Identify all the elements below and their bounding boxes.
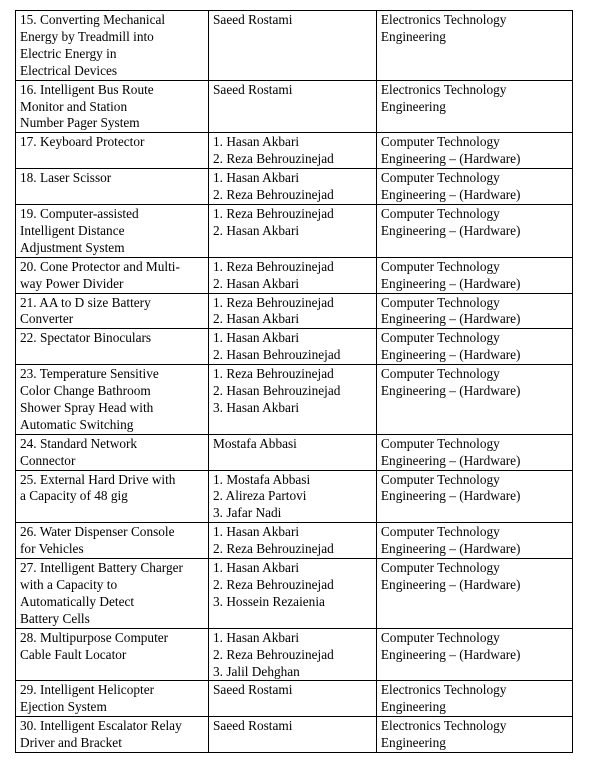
supervisor-name: 3. Hossein Rezaienia	[213, 593, 325, 609]
table-row	[16, 365, 573, 435]
supervisor-name: 2. Reza Behrouzinejad	[213, 541, 334, 557]
project-title-cell	[16, 11, 209, 81]
department-cell	[376, 365, 572, 435]
department-cell	[376, 559, 572, 629]
projects-table-body	[16, 11, 573, 753]
table-row	[16, 329, 573, 365]
supervisor-name: 1. Hasan Akbari	[213, 560, 300, 576]
department-cell	[376, 293, 572, 329]
department-line: Electronics Technology	[380, 718, 507, 734]
supervisor-name: 2. Hasan Akbari	[213, 222, 300, 238]
supervisors-cell	[209, 523, 377, 559]
department-line: Electronics Technology	[380, 682, 507, 698]
department-cell	[376, 329, 572, 365]
supervisors-cell	[209, 559, 377, 629]
supervisors-cell	[209, 434, 377, 470]
project-title-line: 29. Intelligent Helicopter	[20, 682, 155, 698]
supervisor-name: 2. Alireza Partovi	[213, 488, 307, 504]
supervisor-name: 2. Reza Behrouzinejad	[213, 187, 334, 203]
projects-table	[15, 10, 573, 753]
supervisor-name: 1. Hasan Akbari	[213, 170, 300, 186]
table-row	[16, 717, 573, 753]
blank-line	[20, 664, 204, 681]
supervisor-name: 1. Hasan Akbari	[213, 330, 300, 346]
project-title-line: 16. Intelligent Bus Route	[20, 81, 154, 97]
supervisor-name: 3. Jalil Dehghan	[213, 663, 300, 679]
supervisor-name: 3. Hasan Akbari	[213, 399, 300, 415]
project-title-line: 30. Intelligent Escalator Relay	[20, 718, 182, 734]
department-line: Engineering	[380, 699, 446, 715]
project-title-line: 22. Spectator Binoculars	[20, 330, 152, 346]
project-title-cell	[16, 717, 209, 753]
table-row	[16, 470, 573, 523]
department-line: Engineering	[380, 98, 446, 114]
department-cell	[376, 717, 572, 753]
supervisor-name: 2. Hasan Behrouzinejad	[213, 383, 341, 399]
project-title-line: Shower Spray Head with	[20, 399, 154, 415]
department-cell	[376, 523, 572, 559]
supervisors-cell	[209, 628, 377, 681]
table-row	[16, 204, 573, 257]
department-line: Engineering – (Hardware)	[380, 541, 521, 557]
table-row	[16, 169, 573, 205]
table-row	[16, 293, 573, 329]
department-line: Computer Technology	[380, 629, 500, 645]
department-line: Engineering	[380, 735, 446, 751]
project-title-line: Cable Fault Locator	[20, 646, 127, 662]
supervisor-name: 1. Mostafa Abbasi	[213, 471, 311, 487]
department-cell	[376, 133, 572, 169]
supervisors-cell	[209, 717, 377, 753]
project-title-line: Connector	[20, 452, 76, 468]
table-row	[16, 133, 573, 169]
department-cell	[376, 204, 572, 257]
project-title-line: Color Change Bathroom	[20, 383, 151, 399]
department-line: Engineering – (Hardware)	[380, 646, 521, 662]
project-title-line: 28. Multipurpose Computer	[20, 629, 169, 645]
project-title-line: Automatically Detect	[20, 593, 135, 609]
table-row	[16, 11, 573, 81]
project-title-line: 23. Temperature Sensitive	[20, 366, 159, 382]
project-title-line: 24. Standard Network	[20, 435, 138, 451]
supervisor-name: 1. Reza Behrouzinejad	[213, 205, 334, 221]
department-line: Electronics Technology	[380, 12, 507, 27]
table-row	[16, 523, 573, 559]
project-title-line: for Vehicles	[20, 541, 84, 557]
department-line: Engineering – (Hardware)	[380, 488, 521, 504]
project-title-line: way Power Divider	[20, 275, 124, 291]
supervisor-name: 2. Reza Behrouzinejad	[213, 577, 334, 592]
supervisor-name: Saeed Rostami	[213, 12, 293, 27]
project-title-line: Number Pager System	[20, 115, 140, 131]
department-line: Computer Technology	[380, 170, 500, 186]
project-title-line: Battery Cells	[20, 610, 90, 626]
department-line: Computer Technology	[380, 294, 500, 310]
project-title-line: Intelligent Distance	[20, 222, 125, 238]
department-line: Engineering – (Hardware)	[380, 577, 521, 592]
department-cell	[376, 681, 572, 717]
supervisor-name: 2. Hasan Akbari	[213, 275, 300, 291]
project-title-line: a Capacity of 48 gig	[20, 488, 128, 504]
supervisors-cell	[209, 470, 377, 523]
supervisor-name: Saeed Rostami	[213, 718, 293, 734]
project-title-line: 15. Converting Mechanical	[20, 12, 166, 27]
project-title-line: Electrical Devices	[20, 62, 118, 78]
supervisors-cell	[209, 293, 377, 329]
project-title-line: 25. External Hard Drive with	[20, 471, 176, 487]
department-cell	[376, 80, 572, 133]
supervisor-name: 2. Reza Behrouzinejad	[213, 151, 334, 167]
project-title-cell	[16, 169, 209, 205]
project-title-cell	[16, 80, 209, 133]
project-title-cell	[16, 204, 209, 257]
project-title-line: Automatic Switching	[20, 416, 134, 432]
supervisors-cell	[209, 133, 377, 169]
project-title-cell	[16, 257, 209, 293]
project-title-line: 17. Keyboard Protector	[20, 134, 145, 150]
supervisors-cell	[209, 204, 377, 257]
department-cell	[376, 11, 572, 81]
project-title-line: Energy by Treadmill into	[20, 28, 154, 44]
project-title-cell	[16, 293, 209, 329]
supervisors-cell	[209, 329, 377, 365]
project-title-cell	[16, 434, 209, 470]
project-title-cell	[16, 628, 209, 681]
project-title-cell	[16, 681, 209, 717]
supervisor-name: Saeed Rostami	[213, 81, 293, 97]
department-cell	[376, 169, 572, 205]
supervisor-name: 2. Hasan Behrouzinejad	[213, 347, 341, 363]
table-row	[16, 681, 573, 717]
supervisors-cell	[209, 365, 377, 435]
department-line: Engineering – (Hardware)	[380, 275, 521, 291]
supervisors-cell	[209, 11, 377, 81]
department-line: Electronics Technology	[380, 81, 507, 97]
supervisors-cell	[209, 681, 377, 717]
department-line: Engineering – (Hardware)	[380, 383, 521, 399]
project-title-cell	[16, 470, 209, 523]
department-cell	[376, 628, 572, 681]
project-title-cell	[16, 329, 209, 365]
department-line: Engineering – (Hardware)	[380, 311, 521, 327]
department-line: Engineering – (Hardware)	[380, 187, 521, 203]
supervisor-name: 3. Jafar Nadi	[213, 505, 282, 521]
supervisor-name: 1. Hasan Akbari	[213, 629, 300, 645]
department-line: Engineering – (Hardware)	[380, 452, 521, 468]
project-title-cell	[16, 133, 209, 169]
department-line: Computer Technology	[380, 435, 500, 451]
table-row	[16, 257, 573, 293]
supervisor-name: 2. Reza Behrouzinejad	[213, 646, 334, 662]
project-title-line: Converter	[20, 311, 74, 327]
table-row	[16, 628, 573, 681]
supervisors-cell	[209, 80, 377, 133]
department-line: Engineering	[380, 28, 446, 44]
supervisor-name: 1. Reza Behrouzinejad	[213, 294, 334, 310]
department-line: Computer Technology	[380, 524, 500, 540]
department-line: Computer Technology	[380, 134, 500, 150]
supervisor-name: 1. Reza Behrouzinejad	[213, 258, 334, 274]
project-title-line: 19. Computer-assisted	[20, 205, 139, 221]
project-title-line: 18. Laser Scissor	[20, 170, 112, 186]
project-title-line: Driver and Bracket	[20, 735, 122, 751]
project-title-cell	[16, 365, 209, 435]
table-row	[16, 559, 573, 629]
department-line: Computer Technology	[380, 205, 500, 221]
department-line: Computer Technology	[380, 560, 500, 576]
department-cell	[376, 257, 572, 293]
table-row	[16, 434, 573, 470]
project-title-line: 26. Water Dispenser Console	[20, 524, 175, 540]
department-line: Engineering – (Hardware)	[380, 347, 521, 363]
department-line: Engineering – (Hardware)	[380, 222, 521, 238]
project-title-line: Adjustment System	[20, 239, 125, 255]
department-line: Engineering – (Hardware)	[380, 151, 521, 167]
table-row	[16, 80, 573, 133]
project-title-line: 27. Intelligent Battery Charger	[20, 560, 183, 576]
department-line: Computer Technology	[380, 366, 500, 382]
project-title-line: 21. AA to D size Battery	[20, 294, 151, 310]
supervisor-name: Saeed Rostami	[213, 682, 293, 698]
supervisor-name: Mostafa Abbasi	[213, 435, 297, 451]
department-cell	[376, 434, 572, 470]
department-line: Computer Technology	[380, 471, 500, 487]
project-title-line: with a Capacity to	[20, 577, 118, 592]
department-cell	[376, 470, 572, 523]
project-title-cell	[16, 523, 209, 559]
supervisors-cell	[209, 257, 377, 293]
supervisor-name: 1. Hasan Akbari	[213, 524, 300, 540]
department-line: Computer Technology	[380, 330, 500, 346]
department-line: Computer Technology	[380, 258, 500, 274]
project-title-line: Monitor and Station	[20, 98, 128, 114]
project-title-line: Ejection System	[20, 699, 107, 715]
project-title-cell	[16, 559, 209, 629]
supervisor-name: 1. Reza Behrouzinejad	[213, 366, 334, 382]
supervisors-cell	[209, 169, 377, 205]
project-title-line: 20. Cone Protector and Multi-	[20, 258, 180, 274]
project-title-line: Electric Energy in	[20, 45, 117, 61]
supervisor-name: 2. Hasan Akbari	[213, 311, 300, 327]
supervisor-name: 1. Hasan Akbari	[213, 134, 300, 150]
